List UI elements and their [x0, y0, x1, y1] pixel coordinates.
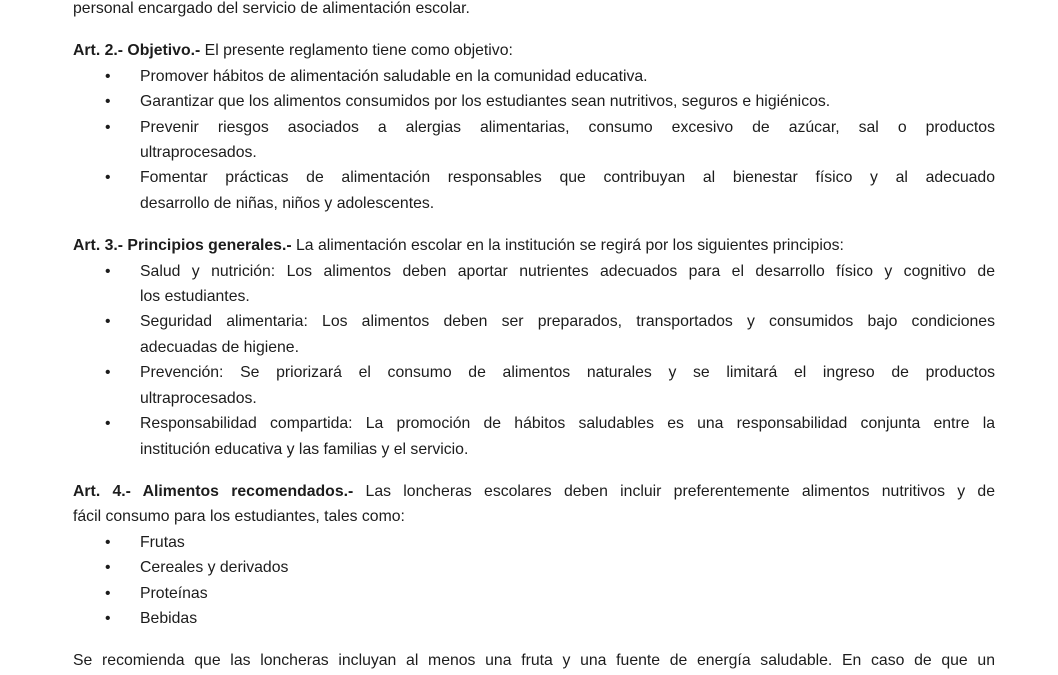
list-item: [73, 64, 995, 89]
article-4: [73, 479, 995, 631]
article-4-lead-line1: Las loncheras escolares deben incluir preferentemente alimentos nutritivos y de: [365, 482, 995, 500]
list-item-text: Bebidas: [140, 609, 198, 627]
bullet-icon: •: [105, 262, 111, 280]
bullet-icon: •: [105, 313, 111, 331]
list-item: [73, 360, 995, 411]
paragraph-line: Se recomienda que las loncheras incluyan al menos una fruta y una fuente de energía saludable. En caso de que un: [73, 652, 995, 670]
list-item-text: Promover hábitos de alimentación saludable en la comunidad educativa.: [140, 67, 648, 85]
article-4-title: Art. 4.- Alimentos recomendados.-: [73, 482, 354, 500]
list-item-text: Frutas: [140, 533, 185, 551]
bullet-icon: •: [105, 415, 111, 433]
bullet-icon: •: [105, 93, 111, 111]
article-4-heading: [73, 479, 995, 504]
article-4-lead-line2: fácil consumo para los estudiantes, tales como:: [73, 508, 405, 526]
bullet-icon: •: [105, 584, 111, 602]
list-item-text: Proteínas: [140, 584, 208, 602]
list-item-text: Cereales y derivados: [140, 559, 289, 577]
list-item: [73, 606, 995, 631]
list-item: [73, 165, 995, 216]
list-item-text: Garantizar que los alimentos consumidos por los estudiantes sean nutritivos, seguros e higiénicos.: [140, 93, 831, 111]
article-3-heading: [73, 233, 995, 258]
list-item: [73, 411, 995, 462]
bullet-icon: •: [105, 169, 111, 187]
bullet-icon: •: [105, 609, 111, 627]
bullet-icon: •: [105, 118, 111, 136]
article-3-title: Art. 3.- Principios generales.-: [73, 237, 292, 255]
bullet-icon: •: [105, 67, 111, 85]
intro-paragraph: [73, 0, 995, 21]
article-3-lead: La alimentación escolar en la institución se regirá por los siguientes principios:: [295, 237, 844, 255]
list-item: [73, 309, 995, 360]
list-item: [73, 530, 995, 555]
bullet-icon: •: [105, 559, 111, 577]
list-item-text: Prevenir riesgos asociados a alergias alimentarias, consumo excesivo de azúcar, sal o productos ultraprocesados.: [140, 118, 995, 162]
article-2-lead: El presente reglamento tiene como objetivo:: [204, 42, 513, 60]
list-item-text: Responsabilidad compartida: La promoción de hábitos saludables es una responsabilidad conjunta entre la institución educativa y las familias y el servicio.: [140, 415, 995, 458]
list-item-text: Seguridad alimentaria: Los alimentos deben ser preparados, transportados y consumidos bajo condiciones adecuadas de higiene.: [140, 313, 995, 356]
list-item: [73, 115, 995, 166]
list-item-text: Prevención: Se priorizará el consumo de alimentos naturales y se limitará el ingreso de productos ultraprocesados.: [140, 364, 995, 407]
list-item: [73, 581, 995, 606]
closing-paragraph: [73, 648, 995, 673]
list-item: [73, 555, 995, 580]
list-item-text: Salud y nutrición: Los alimentos deben aportar nutrientes adecuados para el desarrollo físico y cognitivo de los estudiantes.: [140, 262, 995, 306]
paragraph-line: personal encargado del servicio de alimentación escolar.: [73, 0, 470, 17]
article-2: [73, 38, 995, 216]
bullet-icon: •: [105, 364, 111, 382]
list-item: [73, 259, 995, 310]
list-item: [73, 89, 995, 114]
article-2-heading: [73, 38, 995, 63]
article-3: [73, 233, 995, 462]
bullet-icon: •: [105, 533, 111, 551]
article-2-title: Art. 2.- Objetivo.-: [73, 42, 201, 60]
list-item-text: Fomentar prácticas de alimentación responsables que contribuyan al bienestar físico y al adecuado desarrollo de niñas, niños y adolescentes.: [140, 169, 995, 212]
